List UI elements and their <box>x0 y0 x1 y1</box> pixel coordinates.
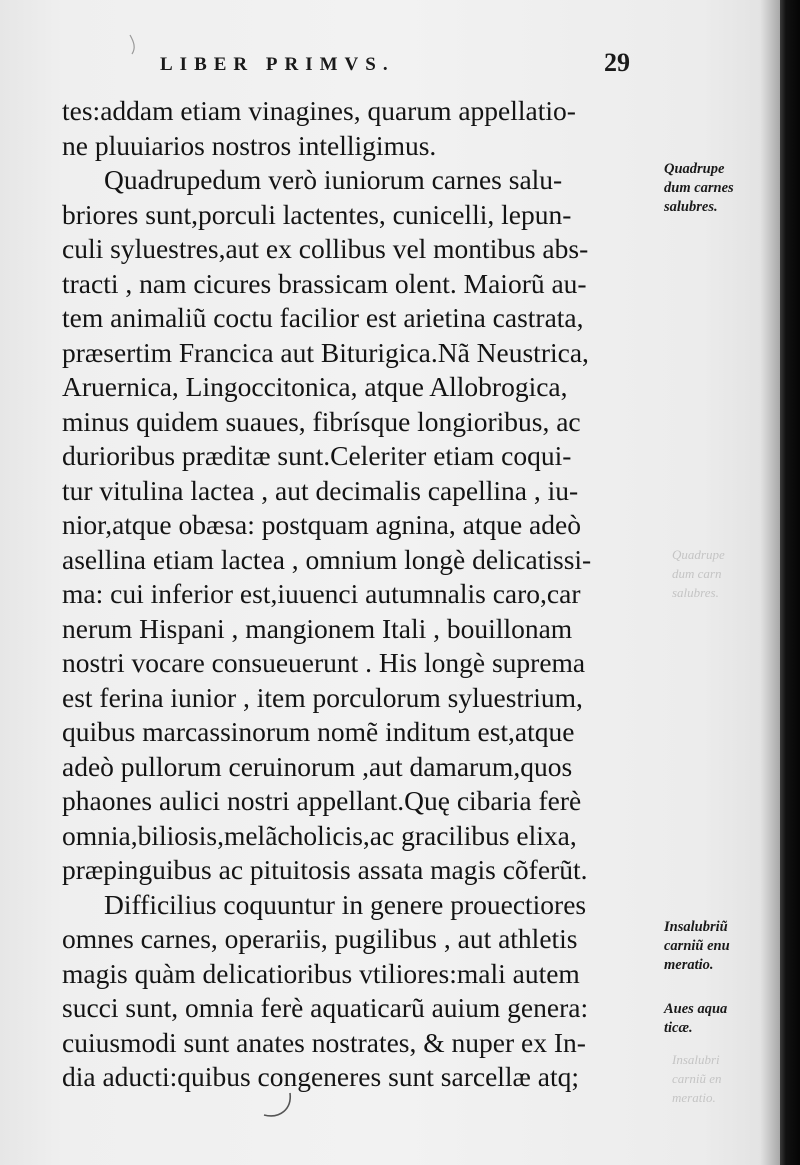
text-line: est ferina iunior , item porculorum syluestrium, <box>62 681 583 713</box>
text-line: durioribus præditæ sunt.Celeriter etiam coqui- <box>62 440 572 471</box>
show-through-line: salubres. <box>672 585 719 600</box>
running-header <box>150 48 630 82</box>
margin-note-line: meratio. <box>664 957 714 973</box>
book-spine <box>780 0 800 1165</box>
text-line: cuiusmodi sunt anates nostrates, & nuper ex In- <box>62 1026 586 1058</box>
text-line: adeò pullorum ceruinorum ,aut damarum,quos <box>62 750 573 782</box>
text-line: ma: cui inferior est,iuuenci autumnalis caro,car <box>62 578 581 609</box>
main-text-block <box>62 94 662 1095</box>
margin-note-line: salubres. <box>664 199 718 215</box>
show-through-text <box>672 1050 767 1107</box>
ink-smudge-mark <box>120 30 160 60</box>
show-through-text <box>672 545 767 602</box>
margin-note-line: Insalubriũ <box>664 919 728 935</box>
text-line: præpinguibus ac pituitosis assata magis cõferũt. <box>62 854 588 885</box>
margin-note-line: carniũ enu <box>664 938 730 954</box>
margin-note-line: dum carnes <box>664 180 734 196</box>
text-line: nostri vocare consueuerunt . His longè suprema <box>62 647 586 678</box>
text-line: præsertim Francica aut Biturigica.Nã Neustrica, <box>62 336 589 368</box>
ink-flourish-mark <box>250 1085 310 1125</box>
text-line: nerum Hispani , mangionem Itali , bouillonam <box>62 612 573 644</box>
text-line: phaones aulici nostri appellant.Quę cibaria ferè <box>62 785 582 816</box>
text-line: briores sunt,porculi lactentes, cunicelli, lepun- <box>62 198 572 230</box>
paragraph-start-line: Difficilius coquuntur in genere prouectiores <box>104 888 587 920</box>
text-line: quibus marcassinorum nomẽ inditum est,atque <box>62 716 575 747</box>
text-line: tur vitulina lactea , aut decimalis capellina , iu- <box>62 474 579 506</box>
text-line: tes:addam etiam vinagines, quarum appellatio- <box>62 95 576 126</box>
page-edge-shadow <box>760 0 780 1165</box>
running-title: LIBER PRIMVS. <box>160 54 395 75</box>
margin-note-line: Aues aqua <box>664 1001 728 1017</box>
text-line: succi sunt, omnia ferè aquaticarũ auium genera: <box>62 992 589 1023</box>
show-through-line: dum carn <box>672 566 722 581</box>
margin-note-line: ticæ. <box>664 1020 693 1036</box>
text-line: dia aducti:quibus congeneres sunt sarcellæ atq; <box>62 1061 580 1092</box>
text-line: minus quidem suaues, fibrísque longioribus, ac <box>62 405 581 437</box>
text-line: asellina etiam lactea , omnium longè delicatissi- <box>62 543 592 575</box>
text-line: magis quàm delicatioribus vtiliores:mali autem <box>62 957 580 989</box>
show-through-line: Insalubri <box>672 1052 720 1067</box>
show-through-line: meratio. <box>672 1090 716 1105</box>
text-line: Aruernica, Lingoccitonica, atque Allobrogica, <box>62 371 568 402</box>
text-line: tracti , nam cicures brassicam olent. Maiorũ au- <box>62 267 587 299</box>
show-through-line: Quadrupe <box>672 547 725 562</box>
text-line: tem animaliũ coctu facilior est arietina castrata, <box>62 302 584 333</box>
text-line: ne pluuiarios nostros intelligimus. <box>62 129 437 161</box>
text-line: omnes carnes, operariis, pugilibus , aut athletis <box>62 923 578 954</box>
paragraph-start-line: Quadrupedum verò iuniorum carnes salu- <box>104 164 563 195</box>
text-line: culi syluestres,aut ex collibus vel montibus abs- <box>62 233 589 264</box>
show-through-line: carniũ en <box>672 1071 722 1086</box>
page-number: 29 <box>604 48 630 77</box>
margin-note-line: Quadrupe <box>664 161 725 177</box>
text-line: omnia,biliosis,melãcholicis,ac gracilibus elixa, <box>62 819 577 851</box>
text-line: nior,atque obæsa: postquam agnina, atque adeò <box>62 509 581 540</box>
